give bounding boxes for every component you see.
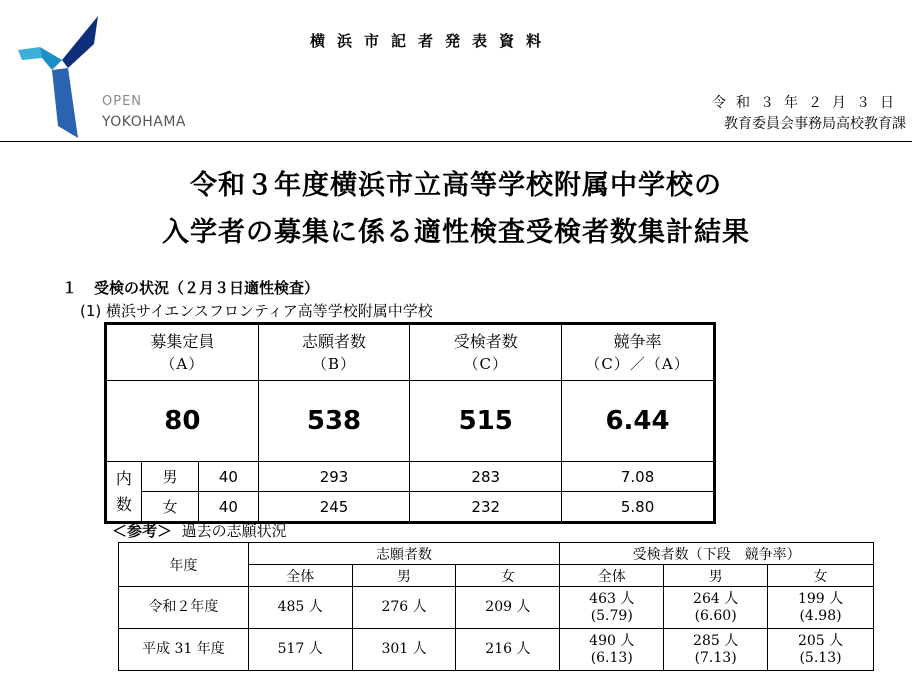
subheader-applicants-total: 全体 bbox=[248, 565, 352, 587]
applicants-male: 293 bbox=[258, 462, 410, 492]
table-row-female bbox=[106, 492, 715, 523]
total-ratio: 6.44 bbox=[562, 381, 715, 462]
subheader-examinees-total: 全体 bbox=[560, 565, 664, 587]
row-examinees-male: 285 人 (7.13) bbox=[664, 629, 768, 671]
quota-female: 40 bbox=[199, 492, 258, 523]
row-year: 令和２年度 bbox=[119, 587, 249, 629]
table-row bbox=[119, 629, 874, 671]
row-examinees-total: 490 人 (6.13) bbox=[560, 629, 664, 671]
document-title-line1: 令和３年度横浜市立高等学校附属中学校の bbox=[190, 170, 722, 201]
subheader-applicants-female: 女 bbox=[456, 565, 560, 587]
past-table-header-row bbox=[119, 543, 874, 565]
past-applicants-header: 志願者数 bbox=[248, 543, 560, 565]
row-applicants-female: 216 人 bbox=[456, 629, 560, 671]
row-applicants-total: 517 人 bbox=[248, 629, 352, 671]
school-name: (1) 横浜サイエンスフロンティア高等学校附属中学校 bbox=[80, 302, 433, 320]
subheader-applicants-male: 男 bbox=[352, 565, 456, 587]
breakdown-label: 内 数 bbox=[106, 462, 142, 523]
table-totals-row bbox=[106, 381, 715, 462]
examinees-male: 283 bbox=[410, 462, 562, 492]
row-examinees-female: 205 人 (5.13) bbox=[768, 629, 874, 671]
row-applicants-total: 485 人 bbox=[248, 587, 352, 629]
row-applicants-male: 276 人 bbox=[352, 587, 456, 629]
table-row-male bbox=[106, 462, 715, 492]
gender-male: 男 bbox=[141, 462, 198, 492]
ratio-male: 7.08 bbox=[562, 462, 715, 492]
row-applicants-male: 301 人 bbox=[352, 629, 456, 671]
section-number: １ bbox=[62, 279, 78, 297]
section-heading bbox=[62, 277, 319, 298]
document-title-line2: 入学者の募集に係る適性検査受検者数集計結果 bbox=[162, 217, 750, 248]
reference-heading-text: 過去の志願状況 bbox=[181, 522, 287, 540]
header-ratio: 競争率 （C）／（A） bbox=[562, 324, 715, 381]
quota-male: 40 bbox=[199, 462, 258, 492]
release-date: 令和３年２月３日 bbox=[712, 95, 904, 111]
logo-mark-icon bbox=[18, 14, 102, 138]
header-examinees: 受検者数 （C） bbox=[410, 324, 562, 381]
total-examinees: 515 bbox=[410, 381, 562, 462]
section-heading-text: 受検の状況（２月３日適性検査） bbox=[94, 279, 320, 297]
header-divider bbox=[0, 141, 912, 142]
row-examinees-total: 463 人 (5.79) bbox=[560, 587, 664, 629]
table-row bbox=[119, 587, 874, 629]
logo-open-text: OPEN bbox=[102, 94, 143, 109]
row-year: 平成 31 年度 bbox=[119, 629, 249, 671]
open-yokohama-logo bbox=[18, 14, 187, 138]
header-applicants: 志願者数 （B） bbox=[258, 324, 410, 381]
row-examinees-male: 264 人 (6.60) bbox=[664, 587, 768, 629]
logo-yokohama-text: YOKOHAMA bbox=[102, 114, 187, 130]
gender-female: 女 bbox=[141, 492, 198, 523]
ratio-female: 5.80 bbox=[562, 492, 715, 523]
subheader-examinees-female: 女 bbox=[768, 565, 874, 587]
row-applicants-female: 209 人 bbox=[456, 587, 560, 629]
table-header-row bbox=[106, 324, 715, 381]
row-examinees-female: 199 人 (4.98) bbox=[768, 587, 874, 629]
department-name: 教育委員会事務局高校教育課 bbox=[724, 116, 906, 132]
past-year-header: 年度 bbox=[119, 543, 249, 587]
examinees-female: 232 bbox=[410, 492, 562, 523]
total-applicants: 538 bbox=[258, 381, 410, 462]
total-quota: 80 bbox=[106, 381, 259, 462]
press-release-label: 横浜市記者発表資料 bbox=[310, 32, 554, 50]
reference-heading bbox=[112, 520, 287, 541]
subheader-examinees-male: 男 bbox=[664, 565, 768, 587]
header-quota: 募集定員 （A） bbox=[106, 324, 259, 381]
examinee-count-table bbox=[104, 322, 716, 524]
past-examinees-header: 受検者数（下段 競争率） bbox=[560, 543, 874, 565]
applicants-female: 245 bbox=[258, 492, 410, 523]
past-applications-table bbox=[118, 542, 874, 671]
reference-tag: ＜参考＞ bbox=[112, 522, 173, 540]
